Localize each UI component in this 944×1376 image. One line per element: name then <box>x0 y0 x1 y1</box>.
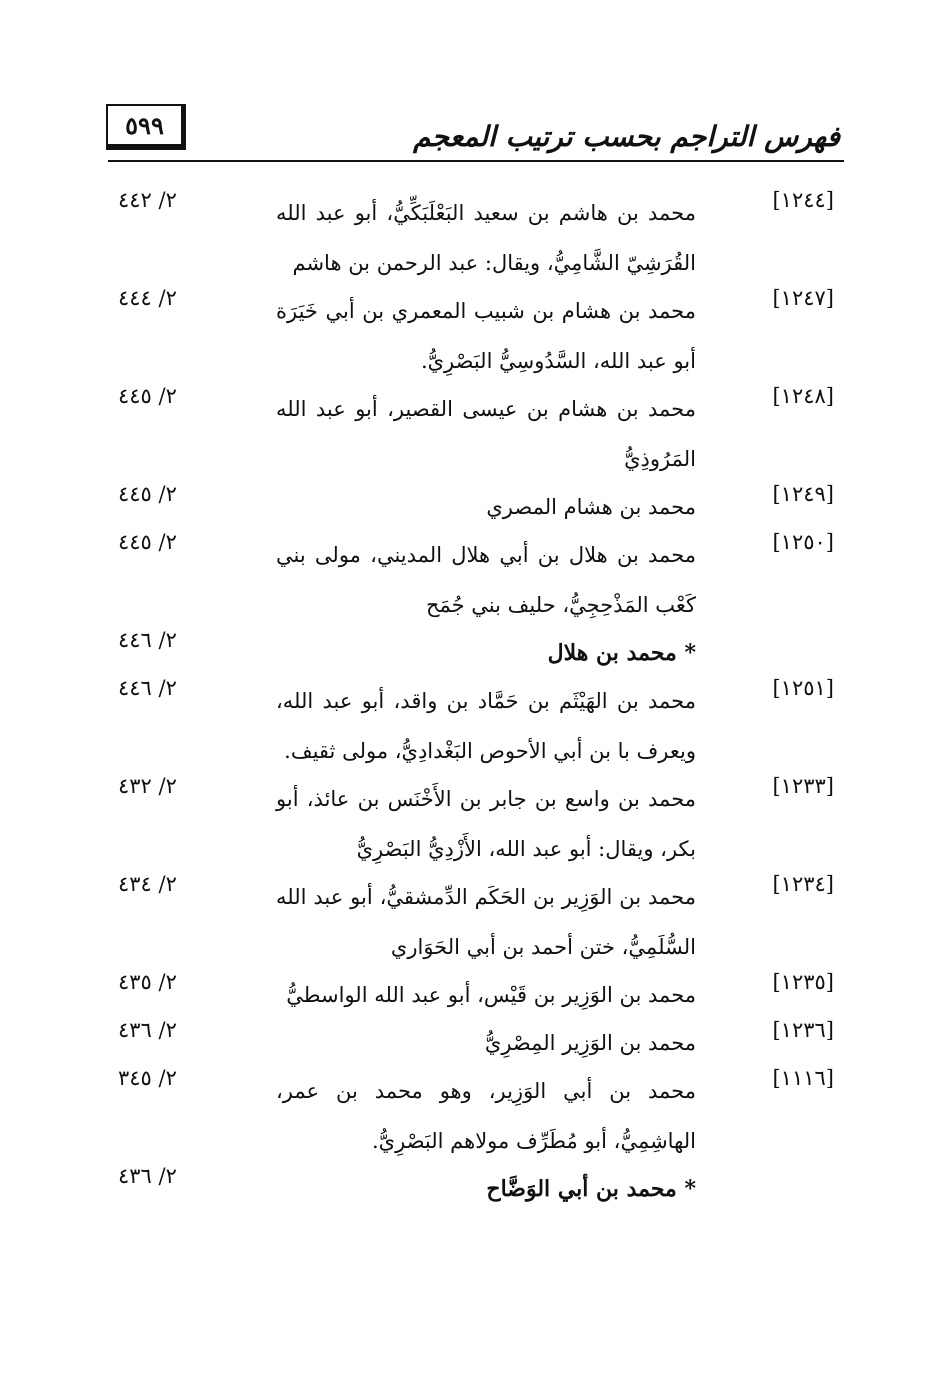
entry-reference: ٢/ ٤٤٤ <box>118 286 177 310</box>
entry-reference: ٢/ ٤٣٤ <box>118 872 177 896</box>
entry-text: * محمد بن هلال <box>547 640 696 666</box>
entry-text: محمد بن هشام بن شبيب المعمري بن أبي خَيَرَة أبو عبد الله، السَّدُوسِيُّ البَصْرِيُّ. <box>276 299 696 373</box>
entry-text: * محمد بن أبي الوَضَّاح <box>486 1176 696 1202</box>
running-title: فهرس التراجم بحسب ترتيب المعجم <box>413 120 840 153</box>
entry-reference: ٢/ ٤٤٥ <box>118 482 177 506</box>
entry-number: [١٢٥١] <box>772 676 834 700</box>
entry-text: محمد بن هشام بن عيسى القصير، أبو عبد الله المَرُوذِيُّ <box>276 397 696 471</box>
entry-number: [١٢٣٤] <box>772 872 834 896</box>
entry-reference: ٢/ ٤٤٢ <box>118 188 177 212</box>
entry-text: محمد بن الهَيْثَم بن حَمَّاد بن واقد، أبو عبد الله، ويعرف با بن أبي الأحوص البَغْدادِيُّ، مولى ثقيف. <box>276 689 696 763</box>
entry-reference: ٢/ ٤٣٦ <box>118 1018 177 1042</box>
entry-reference: ٢/ ٤٣٦ <box>118 1164 177 1188</box>
entry-number: [١٢٤٨] <box>772 384 834 408</box>
entry-number: [١٢٤٧] <box>772 286 834 310</box>
entry-reference: ٢/ ٤٤٦ <box>118 628 177 652</box>
entry-number: [١٢٣٦] <box>772 1018 834 1042</box>
entry-number: [١٢٣٥] <box>772 970 834 994</box>
entry-text: محمد بن واسع بن جابر بن الأَخْنَس بن عائذ، أبو بكر، ويقال: أبو عبد الله، الأَزْدِيُّ البَصْرِيُّ <box>276 787 696 861</box>
entry-reference: ٢/ ٤٤٦ <box>118 676 177 700</box>
entry-text: محمد بن الوَزِير بن قَيْس، أبو عبد الله الواسطيُّ <box>286 983 696 1007</box>
entry-number: [١١١٦] <box>772 1066 834 1090</box>
entry-reference: ٢/ ٤٣٢ <box>118 774 177 798</box>
page-number: ٥٩٩ <box>106 104 186 150</box>
entry-reference: ٢/ ٤٤٥ <box>118 384 177 408</box>
entry-text: محمد بن هلال بن أبي هلال المديني، مولى بني كَعْب المَذْحِجِيُّ، حليف بني جُمَح <box>276 543 696 617</box>
entry-text: محمد بن هشام المصري <box>486 495 696 519</box>
entry-reference: ٢/ ٣٤٥ <box>118 1066 177 1090</box>
entry-number: [١٢٣٣] <box>772 774 834 798</box>
entry-text: محمد بن أبي الوَزِير، وهو محمد بن عمر، الهاشِمِيُّ، أبو مُطَرِّف مولاهم البَصْرِيُّ. <box>276 1079 696 1153</box>
entry-reference: ٢/ ٤٤٥ <box>118 530 177 554</box>
entry-number: [١٢٤٤] <box>772 188 834 212</box>
entry-text: محمد بن هاشم بن سعيد البَعْلَبَكِّيُّ، أبو عبد الله القُرَشِيّ الشَّامِيُّ، ويقال: عبد الرحمن بن هاشم <box>276 201 696 275</box>
entry-text: محمد بن الوَزِير بن الحَكَم الدِّمشقيُّ، أبو عبد الله السُّلَمِيُّ، ختن أحمد بن أبي الحَوَاري <box>276 885 696 959</box>
entry-reference: ٢/ ٤٣٥ <box>118 970 177 994</box>
entry-number: [١٢٥٠] <box>772 530 834 554</box>
entry-number: [١٢٤٩] <box>772 482 834 506</box>
entry-text: محمد بن الوَزِير المِصْرِيُّ <box>484 1031 696 1055</box>
